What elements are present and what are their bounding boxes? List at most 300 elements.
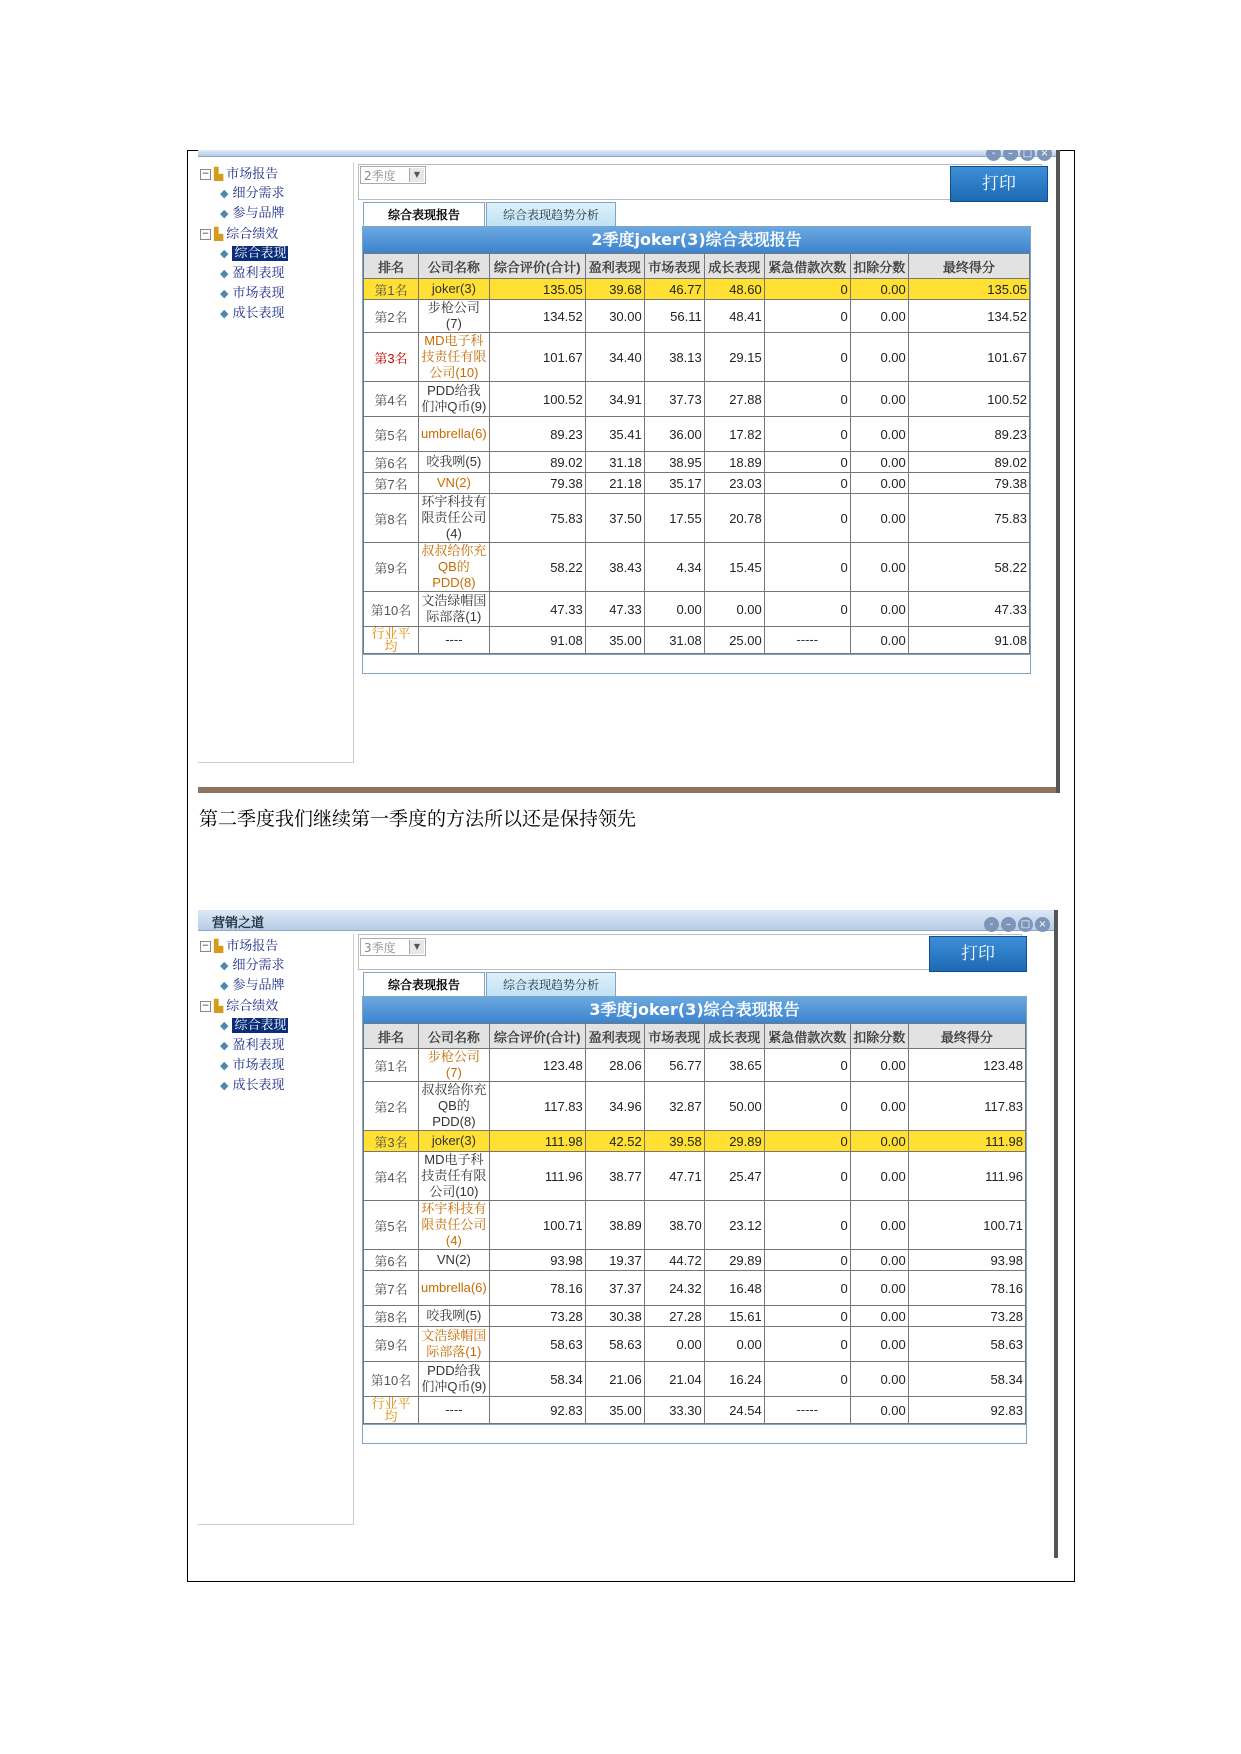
table-header-row — [364, 254, 1030, 279]
deduct-cell: 0.00 — [850, 1327, 908, 1362]
company-cell: MD电子科技责任有限公司(10) — [419, 333, 490, 382]
loans-cell: 0 — [764, 543, 850, 592]
diamond-icon: ◆ — [220, 1039, 229, 1052]
total-cell: 91.08 — [489, 627, 585, 654]
final-cell: 100.52 — [908, 382, 1029, 417]
rank-cell: 第3名 — [364, 333, 419, 382]
profit-cell: 19.37 — [585, 1250, 644, 1271]
final-cell: 117.83 — [908, 1082, 1025, 1131]
deduct-cell: 0.00 — [850, 1271, 908, 1306]
profit-cell: 21.18 — [585, 473, 644, 494]
tab-trend-analysis[interactable]: 综合表现趋势分析 — [486, 972, 616, 997]
tree-item-profit[interactable]: ◆ 盈利表现 — [200, 1036, 288, 1056]
tree-item-brands[interactable]: ◆ 参与品牌 — [200, 204, 288, 224]
window-controls — [984, 150, 1052, 161]
tree-group-performance[interactable]: − ▙ 综合绩效 — [200, 224, 288, 244]
table-row — [364, 1271, 1026, 1306]
loans-cell: 0 — [764, 1082, 850, 1131]
window-title: 营销之道 — [212, 916, 265, 931]
rank-cell: 第7名 — [364, 473, 419, 494]
diamond-icon: ◆ — [220, 207, 229, 220]
total-cell: 100.52 — [489, 382, 585, 417]
tree-item-brands[interactable]: ◆ 参与品牌 — [200, 976, 288, 996]
loans-cell: 0 — [764, 417, 850, 452]
tree-group-performance[interactable]: − ▙ 综合绩效 — [200, 996, 288, 1016]
rank-cell: 第2名 — [364, 1082, 419, 1131]
profit-cell: 35.00 — [585, 627, 644, 654]
loans-cell: 0 — [764, 1049, 850, 1082]
rank-cell: 第5名 — [364, 1201, 419, 1250]
growth-cell: 20.78 — [704, 494, 764, 543]
diamond-icon: ◆ — [220, 1059, 229, 1072]
folder-icon: ▙ — [214, 227, 224, 241]
minimize-button[interactable]: – — [1003, 150, 1018, 161]
market-cell: 38.70 — [644, 1201, 704, 1250]
loans-cell: 0 — [764, 592, 850, 627]
col-header-total: 综合评价(合计) — [489, 254, 585, 279]
rank-cell: 第10名 — [364, 1362, 419, 1397]
market-cell: 0.00 — [644, 1327, 704, 1362]
nav-tree — [200, 164, 288, 324]
company-cell: 咬我咧(5) — [419, 1306, 490, 1327]
growth-cell: 29.15 — [704, 333, 764, 382]
loans-cell: 0 — [764, 1306, 850, 1327]
market-cell: 17.55 — [644, 494, 704, 543]
report-tabs — [363, 202, 617, 228]
table-row — [364, 543, 1030, 592]
deduct-cell: 0.00 — [850, 382, 908, 417]
tree-item-profit[interactable]: ◆ 盈利表现 — [200, 264, 288, 284]
tree-item-growth[interactable]: ◆ 成长表现 — [200, 304, 288, 324]
deduct-cell: 0.00 — [850, 1397, 908, 1424]
deduct-cell: 0.00 — [850, 1362, 908, 1397]
growth-cell: 25.47 — [704, 1152, 764, 1201]
print-button[interactable]: 打印 — [929, 936, 1027, 972]
table-row — [364, 473, 1030, 494]
growth-cell: 48.60 — [704, 279, 764, 300]
market-cell: 38.95 — [644, 452, 704, 473]
growth-cell: 15.45 — [704, 543, 764, 592]
deduct-cell: 0.00 — [850, 279, 908, 300]
quarter-select[interactable]: 3季度 ▼ — [360, 938, 426, 956]
table-row-average — [364, 1397, 1026, 1424]
tree-item-growth[interactable]: ◆ 成长表现 — [200, 1076, 288, 1096]
loans-cell: 0 — [764, 1327, 850, 1362]
loans-cell: 0 — [764, 452, 850, 473]
col-header-loans: 紧急借款次数 — [764, 1024, 850, 1049]
growth-cell: 27.88 — [704, 382, 764, 417]
loans-cell: 0 — [764, 1201, 850, 1250]
company-cell: umbrella(6) — [419, 1271, 490, 1306]
deduct-cell: 0.00 — [850, 417, 908, 452]
final-cell: 123.48 — [908, 1049, 1025, 1082]
market-cell: 32.87 — [644, 1082, 704, 1131]
col-header-loans: 紧急借款次数 — [764, 254, 850, 279]
company-cell: joker(3) — [419, 1131, 490, 1152]
collapse-icon[interactable]: − — [201, 229, 210, 239]
company-cell: 叔叔给你充QB的PDD(8) — [419, 543, 490, 592]
col-header-final: 最终得分 — [908, 1024, 1025, 1049]
loans-cell: ----- — [764, 627, 850, 654]
report-tabs — [363, 972, 617, 998]
col-header-rank: 排名 — [364, 254, 419, 279]
loans-cell: 0 — [764, 1152, 850, 1201]
profit-cell: 35.00 — [585, 1397, 644, 1424]
help-button[interactable]: - — [984, 917, 999, 932]
profit-cell: 30.38 — [585, 1306, 644, 1327]
final-cell: 47.33 — [908, 592, 1029, 627]
loans-cell: 0 — [764, 279, 850, 300]
screenshot-q2 — [198, 150, 1060, 793]
deduct-cell: 0.00 — [850, 300, 908, 333]
rank-cell: 第3名 — [364, 1131, 419, 1152]
profit-cell: 47.33 — [585, 592, 644, 627]
market-cell: 33.30 — [644, 1397, 704, 1424]
report-title: 2季度joker(3)综合表现报告 — [363, 227, 1030, 253]
window-controls — [982, 912, 1050, 932]
tree-group-market-report[interactable]: − ▙ 市场报告 — [200, 936, 288, 956]
deduct-cell: 0.00 — [850, 592, 908, 627]
col-header-deduct: 扣除分数 — [850, 1024, 908, 1049]
col-header-profit: 盈利表现 — [585, 1024, 644, 1049]
market-cell: 36.00 — [644, 417, 704, 452]
folder-icon: ▙ — [214, 939, 224, 953]
total-cell: 78.16 — [489, 1271, 585, 1306]
table-row — [364, 452, 1030, 473]
table-row — [364, 1131, 1026, 1152]
market-cell: 38.13 — [644, 333, 704, 382]
rank-cell: 第6名 — [364, 452, 419, 473]
folder-icon: ▙ — [214, 167, 224, 181]
maximize-button[interactable]: □ — [1018, 917, 1033, 932]
rank-cell: 第9名 — [364, 543, 419, 592]
profit-cell: 35.41 — [585, 417, 644, 452]
col-header-rank: 排名 — [364, 1024, 419, 1049]
final-cell: 58.22 — [908, 543, 1029, 592]
diamond-icon: ◆ — [220, 1019, 229, 1032]
company-cell: 步枪公司(7) — [419, 1049, 490, 1082]
final-cell: 89.02 — [908, 452, 1029, 473]
screenshot-edge — [198, 787, 1056, 793]
growth-cell: 23.03 — [704, 473, 764, 494]
growth-cell: 48.41 — [704, 300, 764, 333]
market-cell: 35.17 — [644, 473, 704, 494]
growth-cell: 18.89 — [704, 452, 764, 473]
rank-cell: 第5名 — [364, 417, 419, 452]
col-header-deduct: 扣除分数 — [850, 254, 908, 279]
total-cell: 100.71 — [489, 1201, 585, 1250]
profit-cell: 38.89 — [585, 1201, 644, 1250]
rank-cell: 第9名 — [364, 1327, 419, 1362]
tree-item-segment-demand[interactable]: ◆ 细分需求 — [200, 956, 288, 976]
collapse-icon[interactable]: − — [201, 169, 210, 179]
growth-cell: 38.65 — [704, 1049, 764, 1082]
growth-cell: 16.24 — [704, 1362, 764, 1397]
close-button[interactable]: × — [1035, 917, 1050, 932]
total-cell: 93.98 — [489, 1250, 585, 1271]
col-header-total: 综合评价(合计) — [489, 1024, 585, 1049]
final-cell: 89.23 — [908, 417, 1029, 452]
profit-cell: 58.63 — [585, 1327, 644, 1362]
loans-cell: 0 — [764, 1271, 850, 1306]
total-cell: 117.83 — [489, 1082, 585, 1131]
growth-cell: 25.00 — [704, 627, 764, 654]
loans-cell: 0 — [764, 1362, 850, 1397]
print-button[interactable]: 打印 — [950, 166, 1048, 202]
collapse-icon[interactable]: − — [201, 941, 210, 951]
table-row — [364, 1362, 1026, 1397]
final-cell: 75.83 — [908, 494, 1029, 543]
rank-cell: 第10名 — [364, 592, 419, 627]
table-row — [364, 333, 1030, 382]
total-cell: 92.83 — [489, 1397, 585, 1424]
loans-cell: 0 — [764, 473, 850, 494]
table-row — [364, 1306, 1026, 1327]
loans-cell: ----- — [764, 1397, 850, 1424]
final-cell: 111.96 — [908, 1152, 1025, 1201]
table-header-row — [364, 1024, 1026, 1049]
profit-cell: 30.00 — [585, 300, 644, 333]
total-cell: 135.05 — [489, 279, 585, 300]
total-cell: 89.23 — [489, 417, 585, 452]
tree-group-market-report[interactable]: − ▙ 市场报告 — [200, 164, 288, 184]
nav-tree-panel — [198, 162, 354, 763]
deduct-cell: 0.00 — [850, 1152, 908, 1201]
company-cell: 咬我咧(5) — [419, 452, 490, 473]
screenshot-q3 — [198, 910, 1058, 1558]
total-cell: 101.67 — [489, 333, 585, 382]
tree-item-overall[interactable]: ◆ 综合表现 — [200, 244, 288, 264]
company-cell: PDD给我们冲Q币(9) — [419, 382, 490, 417]
company-cell: umbrella(6) — [419, 417, 490, 452]
market-cell: 39.58 — [644, 1131, 704, 1152]
growth-cell: 0.00 — [704, 1327, 764, 1362]
rank-cell: 第1名 — [364, 1049, 419, 1082]
company-cell: 环宇科技有限责任公司(4) — [419, 1201, 490, 1250]
total-cell: 111.98 — [489, 1131, 585, 1152]
deduct-cell: 0.00 — [850, 1082, 908, 1131]
growth-cell: 15.61 — [704, 1306, 764, 1327]
table-row — [364, 1049, 1026, 1082]
final-cell: 93.98 — [908, 1250, 1025, 1271]
diamond-icon: ◆ — [220, 959, 229, 972]
profit-cell: 38.77 — [585, 1152, 644, 1201]
growth-cell: 23.12 — [704, 1201, 764, 1250]
report-title: 3季度joker(3)综合表现报告 — [363, 997, 1026, 1023]
growth-cell: 50.00 — [704, 1082, 764, 1131]
profit-cell: 34.91 — [585, 382, 644, 417]
rank-cell: 第4名 — [364, 382, 419, 417]
total-cell: 75.83 — [489, 494, 585, 543]
diamond-icon: ◆ — [220, 247, 229, 260]
final-cell: 92.83 — [908, 1397, 1025, 1424]
col-header-market: 市场表现 — [644, 1024, 704, 1049]
final-cell: 73.28 — [908, 1306, 1025, 1327]
final-cell: 111.98 — [908, 1131, 1025, 1152]
deduct-cell: 0.00 — [850, 452, 908, 473]
col-header-final: 最终得分 — [908, 254, 1029, 279]
rank-cell: 第1名 — [364, 279, 419, 300]
tab-overall-report[interactable]: 综合表现报告 — [363, 972, 485, 997]
market-cell: 37.73 — [644, 382, 704, 417]
report-panel — [362, 226, 1031, 674]
final-cell: 100.71 — [908, 1201, 1025, 1250]
loans-cell: 0 — [764, 333, 850, 382]
diamond-icon: ◆ — [220, 187, 229, 200]
company-cell: ---- — [419, 627, 490, 654]
company-cell: ---- — [419, 1397, 490, 1424]
market-cell: 21.04 — [644, 1362, 704, 1397]
deduct-cell: 0.00 — [850, 1250, 908, 1271]
total-cell: 79.38 — [489, 473, 585, 494]
close-button[interactable]: × — [1037, 150, 1052, 161]
table-row — [364, 417, 1030, 452]
total-cell: 111.96 — [489, 1152, 585, 1201]
col-header-profit: 盈利表现 — [585, 254, 644, 279]
company-cell: PDD给我们冲Q币(9) — [419, 1362, 490, 1397]
rank-cell: 第6名 — [364, 1250, 419, 1271]
profit-cell: 38.43 — [585, 543, 644, 592]
tree-item-overall[interactable]: ◆ 综合表现 — [200, 1016, 288, 1036]
market-cell: 0.00 — [644, 592, 704, 627]
company-cell: 叔叔给你充QB的PDD(8) — [419, 1082, 490, 1131]
deduct-cell: 0.00 — [850, 543, 908, 592]
folder-icon: ▙ — [214, 999, 224, 1013]
window-titlebar — [198, 150, 1056, 157]
quarter-select[interactable]: 2季度 ▼ — [360, 166, 426, 184]
deduct-cell: 0.00 — [850, 473, 908, 494]
total-cell: 134.52 — [489, 300, 585, 333]
total-cell: 58.34 — [489, 1362, 585, 1397]
maximize-button[interactable]: □ — [1020, 150, 1035, 161]
rank-cell: 第8名 — [364, 494, 419, 543]
col-header-growth: 成长表现 — [704, 1024, 764, 1049]
tab-overall-report[interactable]: 综合表现报告 — [363, 202, 485, 227]
growth-cell: 0.00 — [704, 592, 764, 627]
loans-cell: 0 — [764, 300, 850, 333]
table-row — [364, 592, 1030, 627]
profit-cell: 21.06 — [585, 1362, 644, 1397]
report-panel-footer — [363, 1424, 1026, 1443]
rank-cell: 第8名 — [364, 1306, 419, 1327]
final-cell: 78.16 — [908, 1271, 1025, 1306]
market-cell: 24.32 — [644, 1271, 704, 1306]
market-cell: 4.34 — [644, 543, 704, 592]
final-cell: 58.34 — [908, 1362, 1025, 1397]
table-row — [364, 1082, 1026, 1131]
final-cell: 58.63 — [908, 1327, 1025, 1362]
final-cell: 134.52 — [908, 300, 1029, 333]
chevron-down-icon[interactable]: ▼ — [409, 940, 424, 954]
total-cell: 58.63 — [489, 1327, 585, 1362]
tab-trend-analysis[interactable]: 综合表现趋势分析 — [486, 202, 616, 227]
tree-item-segment-demand[interactable]: ◆ 细分需求 — [200, 184, 288, 204]
window-titlebar — [198, 910, 1054, 931]
col-header-market: 市场表现 — [644, 254, 704, 279]
table-row — [364, 1201, 1026, 1250]
col-header-company: 公司名称 — [419, 254, 490, 279]
help-button[interactable]: - — [986, 150, 1001, 161]
total-cell: 47.33 — [489, 592, 585, 627]
tree-item-market[interactable]: ◆ 市场表现 — [200, 1056, 288, 1076]
market-cell: 44.72 — [644, 1250, 704, 1271]
tree-item-market[interactable]: ◆ 市场表现 — [200, 284, 288, 304]
total-cell: 73.28 — [489, 1306, 585, 1327]
company-cell: MD电子科技责任有限公司(10) — [419, 1152, 490, 1201]
deduct-cell: 0.00 — [850, 627, 908, 654]
rank-cell: 第4名 — [364, 1152, 419, 1201]
growth-cell: 16.48 — [704, 1271, 764, 1306]
deduct-cell: 0.00 — [850, 1306, 908, 1327]
toolbar — [358, 164, 1042, 200]
company-cell: 环宇科技有限责任公司(4) — [419, 494, 490, 543]
caption-text: 第二季度我们继续第一季度的方法所以还是保持领先 — [199, 808, 637, 830]
total-cell: 123.48 — [489, 1049, 585, 1082]
growth-cell: 29.89 — [704, 1250, 764, 1271]
diamond-icon: ◆ — [220, 1079, 229, 1092]
diamond-icon: ◆ — [220, 307, 229, 320]
company-cell: joker(3) — [419, 279, 490, 300]
profit-cell: 42.52 — [585, 1131, 644, 1152]
collapse-icon[interactable]: − — [201, 1001, 210, 1011]
company-cell: VN(2) — [419, 1250, 490, 1271]
deduct-cell: 0.00 — [850, 1201, 908, 1250]
report-table — [363, 253, 1030, 654]
market-cell: 47.71 — [644, 1152, 704, 1201]
table-row — [364, 300, 1030, 333]
col-header-growth: 成长表现 — [704, 254, 764, 279]
nav-tree-panel — [198, 934, 354, 1525]
rank-cell: 行业平均 — [364, 1397, 419, 1424]
final-cell: 101.67 — [908, 333, 1029, 382]
loans-cell: 0 — [764, 1250, 850, 1271]
loans-cell: 0 — [764, 494, 850, 543]
report-panel — [362, 996, 1027, 1444]
final-cell: 79.38 — [908, 473, 1029, 494]
deduct-cell: 0.00 — [850, 333, 908, 382]
deduct-cell: 0.00 — [850, 1131, 908, 1152]
profit-cell: 37.37 — [585, 1271, 644, 1306]
chevron-down-icon[interactable]: ▼ — [409, 168, 424, 182]
final-cell: 135.05 — [908, 279, 1029, 300]
table-row — [364, 279, 1030, 300]
table-row — [364, 1152, 1026, 1201]
minimize-button[interactable]: – — [1001, 917, 1016, 932]
deduct-cell: 0.00 — [850, 494, 908, 543]
market-cell: 56.77 — [644, 1049, 704, 1082]
table-row — [364, 494, 1030, 543]
market-cell: 31.08 — [644, 627, 704, 654]
deduct-cell: 0.00 — [850, 1049, 908, 1082]
loans-cell: 0 — [764, 1131, 850, 1152]
market-cell: 56.11 — [644, 300, 704, 333]
table-row-average — [364, 627, 1030, 654]
profit-cell: 28.06 — [585, 1049, 644, 1082]
diamond-icon: ◆ — [220, 287, 229, 300]
report-table — [363, 1023, 1026, 1424]
loans-cell: 0 — [764, 382, 850, 417]
profit-cell: 34.40 — [585, 333, 644, 382]
table-row — [364, 1327, 1026, 1362]
company-cell: 文浩绿帽国际部落(1) — [419, 592, 490, 627]
final-cell: 91.08 — [908, 627, 1029, 654]
company-cell: 文浩绿帽国际部落(1) — [419, 1327, 490, 1362]
growth-cell: 24.54 — [704, 1397, 764, 1424]
table-row — [364, 382, 1030, 417]
diamond-icon: ◆ — [220, 979, 229, 992]
profit-cell: 31.18 — [585, 452, 644, 473]
total-cell: 89.02 — [489, 452, 585, 473]
